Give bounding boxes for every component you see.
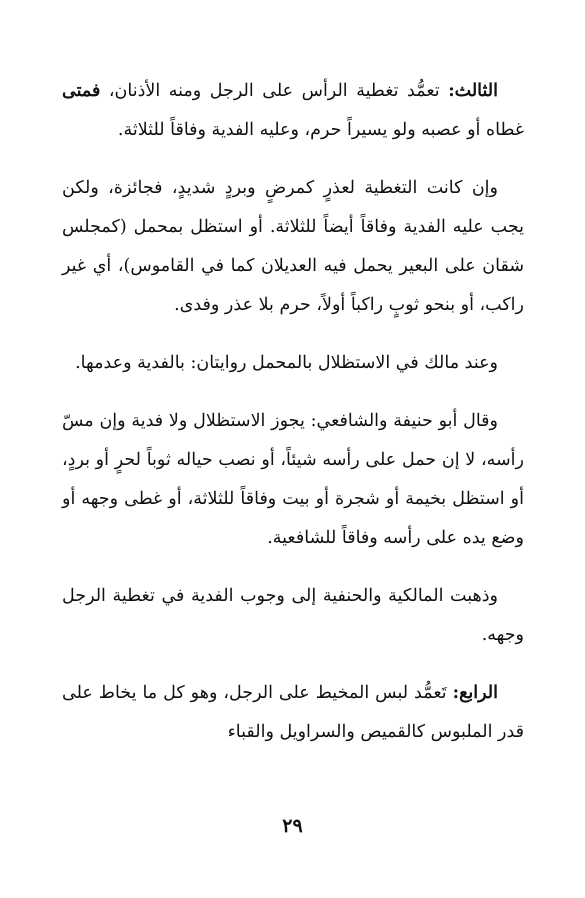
bold-word: فمتى	[62, 81, 101, 101]
paragraph-text: تعمُّد تغطية الرأس على الرجل ومنه الأذنان،	[100, 81, 449, 101]
paragraph-text: وذهبت المالكية والحنفية إلى وجوب الفدية في تغطية الرجل وجهه.	[62, 586, 524, 645]
paragraph-text: وقال أبو حنيفة والشافعي: يجوز الاستظلال ولا فدية وإن مسّ رأسه، لا إن حمل على رأسه شيئاً، أو نصب حياله ثوباً لحرٍ أو بردٍ، أو استظل بخيمة أو شجرة أو بيت وفاقاً للثلاثة، أو غطى وجهه أو وضع يده على رأسه وفاقاً للشافعية.	[62, 411, 524, 548]
paragraph-gap	[62, 150, 524, 169]
paragraph-text: تَعمُّد لبس المخيط على الرجل، وهو كل ما يخاط على قدر الملبوس كالقميص والسراويل والقباء	[62, 683, 524, 742]
paragraph-third	[62, 72, 524, 150]
page-number: ٢٩	[282, 815, 303, 837]
paragraph-gap	[62, 383, 524, 402]
paragraph-excuse	[62, 169, 524, 325]
section-heading-third: الثالث:	[448, 81, 498, 101]
page-body	[62, 72, 524, 752]
paragraph-malikiyya	[62, 577, 524, 655]
paragraph-text: وإن كانت التغطية لعذرٍ كمرضٍ وبردٍ شديدٍ، فجائزة، ولكن يجب عليه الفدية وفاقاً أيضاً للثلاثة. أو استظل بمحمل (كمجلس شقان على البعير يحمل فيه العديلان كما في القاموس)، أي غير راكب، أو بنحو ثوبٍ راكباً أولاً، حرم بلا عذر وفدى.	[62, 178, 524, 315]
paragraph-abu-hanifa	[62, 402, 524, 558]
paragraph-gap	[62, 325, 524, 344]
paragraph-gap	[62, 655, 524, 674]
paragraph-fourth	[62, 674, 524, 752]
paragraph-text: غطاه أو عصبه ولو يسيراً حرم، وعليه الفدية وفاقاً للثلاثة.	[117, 120, 524, 140]
section-heading-fourth: الرابع:	[452, 683, 498, 703]
paragraph-malik	[62, 344, 524, 383]
paragraph-gap	[62, 558, 524, 577]
paragraph-text: وعند مالك في الاستظلال بالمحمل روايتان: بالفدية وعدمها.	[75, 353, 498, 373]
